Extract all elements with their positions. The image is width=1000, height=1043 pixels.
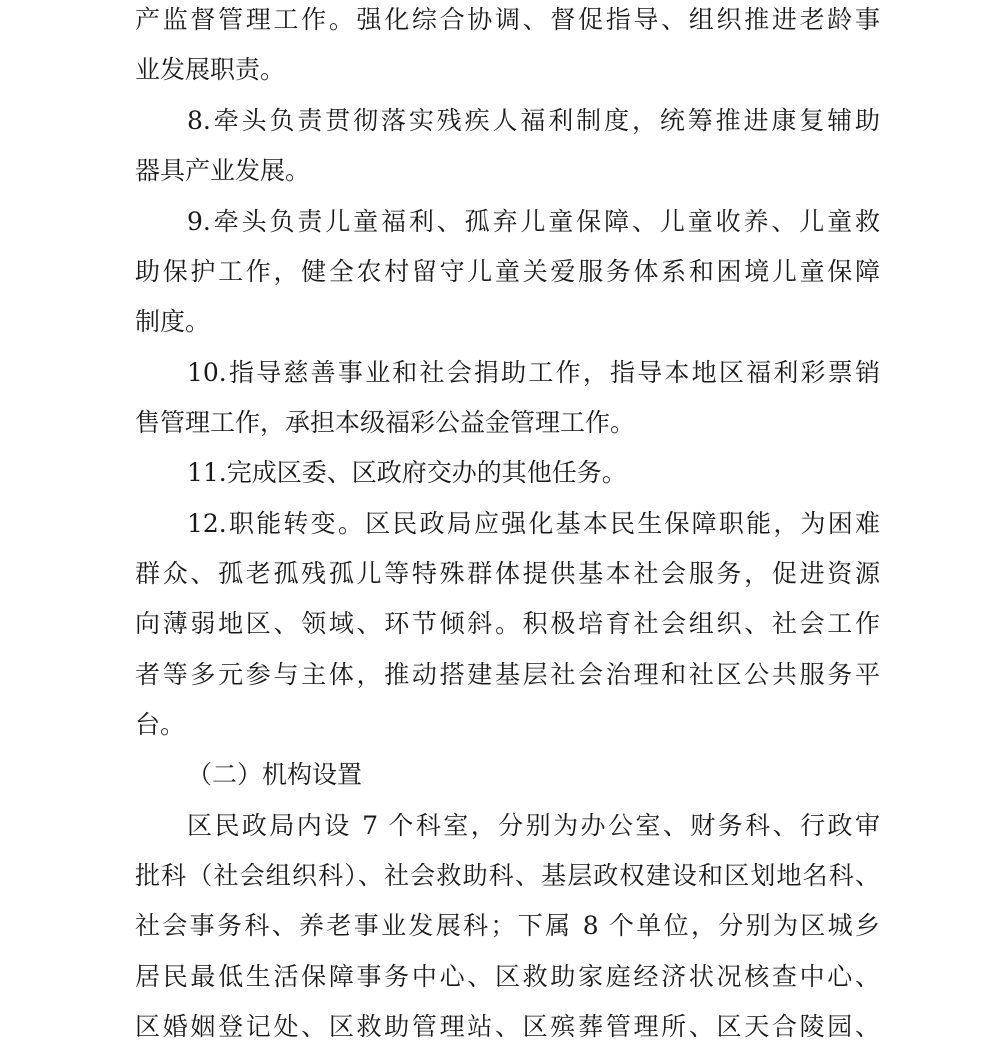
text-line: 台。 — [135, 710, 186, 739]
text-line: 社会事务科、养老事业发展科；下属 8 个单位，分别为区城乡 — [135, 911, 880, 940]
text-line: 产监督管理工作。强化综合协调、督促指导、组织推进老龄事 — [135, 5, 880, 34]
text-line: 器具产业发展。 — [135, 156, 311, 185]
text-line: 居民最低生活保障事务中心、区救助家庭经济状况核查中心、 — [135, 962, 880, 991]
text-line: 者等多元参与主体，推动搭建基层社会治理和社区公共服务平 — [135, 660, 880, 689]
text-line: 助保护工作，健全农村留守儿童关爱服务体系和困境儿童保障 — [135, 257, 880, 286]
text-line: 制度。 — [135, 307, 211, 336]
list-item-11: 11.完成区委、区政府交办的其他任务。 — [187, 458, 627, 487]
text-line: 向薄弱地区、领域、环节倾斜。积极培育社会组织、社会工作 — [135, 609, 880, 638]
section-heading: （二）机构设置 — [187, 760, 363, 789]
paragraph-line: 区民政局内设 7 个科室，分别为办公室、财务科、行政审 — [187, 811, 880, 840]
text-line: 业发展职责。 — [135, 55, 286, 84]
text-line: 区婚姻登记处、区救助管理站、区殡葬管理所、区天合陵园、 — [135, 1012, 880, 1041]
list-item-9: 9.牵头负责儿童福利、孤弃儿童保障、儿童收养、儿童救 — [187, 207, 880, 236]
text-line: 售管理工作，承担本级福彩公益金管理工作。 — [135, 408, 636, 437]
list-item-8: 8.牵头负责贯彻落实残疾人福利制度，统筹推进康复辅助 — [187, 106, 880, 135]
text-line: 批科（社会组织科）、社会救助科、基层政权建设和区划地名科、 — [135, 861, 880, 890]
text-line: 群众、孤老孤残孤儿等特殊群体提供基本社会服务，促进资源 — [135, 559, 880, 588]
list-item-10: 10.指导慈善事业和社会捐助工作，指导本地区福利彩票销 — [187, 358, 880, 387]
list-item-12: 12.职能转变。区民政局应强化基本民生保障职能，为困难 — [187, 509, 880, 538]
